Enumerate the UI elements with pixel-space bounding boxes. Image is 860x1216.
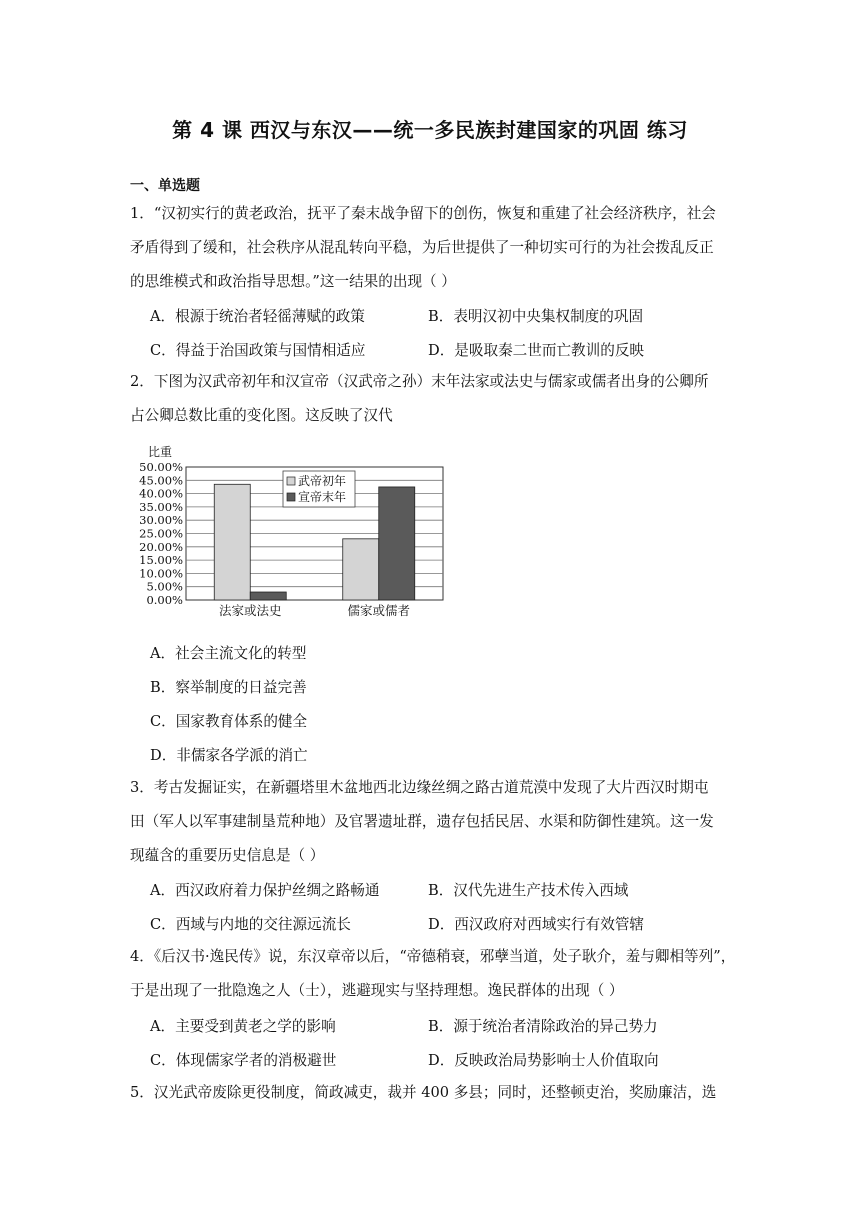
q4-option-b[interactable]: B．源于统治者清除政治的异己势力 bbox=[428, 1018, 658, 1035]
bar-wudi-0 bbox=[214, 484, 250, 600]
bar-wudi-1 bbox=[343, 539, 379, 600]
bar-xuandi-0 bbox=[250, 592, 286, 600]
y-tick-label: 0.00% bbox=[146, 593, 183, 607]
q4-option-c[interactable]: C．体现儒家学者的消极避世 bbox=[150, 1052, 337, 1069]
q4-option-a[interactable]: A．主要受到黄老之学的影响 bbox=[150, 1018, 336, 1035]
q1-option-a[interactable]: A．根源于统治者轻徭薄赋的政策 bbox=[150, 308, 365, 325]
q1-line-2: 矛盾得到了缓和，社会秩序从混乱转向平稳，为后世提供了一种切实可行的为社会拨乱反正 bbox=[130, 239, 714, 256]
q3-line-2: 田（军人以军事建制垦荒种地）及官署遗址群，遗存包括民居、水渠和防御性建筑。这一发 bbox=[130, 813, 714, 830]
q4-line-2: 于是出现了一批隐逸之人（士），逃避现实与坚持理想。逸民群体的出现（ ） bbox=[130, 982, 624, 999]
q3-option-d[interactable]: D．西汉政府对西域实行有效管辖 bbox=[428, 916, 645, 933]
q4-line-1: 4．《后汉书·逸民传》说，东汉章帝以后，“帝德稍衰，邪孽当道，处子耿介，羞与卿相等列”， bbox=[130, 948, 735, 965]
y-tick-label: 30.00% bbox=[139, 513, 183, 528]
page-title: 第 4 课 西汉与东汉——统一多民族封建国家的巩固 练习 bbox=[172, 118, 688, 142]
bar-chart bbox=[128, 440, 458, 622]
y-tick-label: 50.00% bbox=[139, 460, 183, 474]
y-tick-label: 10.00% bbox=[139, 566, 183, 581]
plot-area bbox=[139, 460, 443, 618]
y-tick-label: 40.00% bbox=[139, 486, 183, 501]
legend-swatch bbox=[287, 477, 295, 485]
q1-option-c[interactable]: C．得益于治国政策与国情相适应 bbox=[150, 342, 366, 359]
section-heading: 一、单选题 bbox=[130, 178, 200, 194]
q1-option-b[interactable]: B．表明汉初中央集权制度的巩固 bbox=[428, 308, 644, 325]
y-tick-label: 35.00% bbox=[139, 499, 183, 514]
legend-entry: 宣帝末年 bbox=[298, 490, 347, 504]
q1-line-3: 的思维模式和政治指导思想。”这一结果的出现（ ） bbox=[130, 273, 456, 290]
y-tick-label: 5.00% bbox=[146, 579, 183, 594]
q2-option-c[interactable]: C．国家教育体系的健全 bbox=[150, 713, 308, 730]
legend-swatch bbox=[287, 493, 295, 501]
q2-line-2: 占公卿总数比重的变化图。这反映了汉代 bbox=[130, 407, 393, 424]
q1-line-1: 1．“汉初实行的黄老政治，抚平了秦末战争留下的创伤，恢复和重建了社会经济秩序，社会 bbox=[130, 205, 716, 222]
q3-option-c[interactable]: C．西域与内地的交往源远流长 bbox=[150, 916, 351, 933]
q1-option-d[interactable]: D．是吸取秦二世而亡教训的反映 bbox=[428, 342, 645, 359]
y-tick-label: 25.00% bbox=[139, 526, 183, 541]
bar-xuandi-1 bbox=[379, 487, 415, 600]
q3-line-1: 3．考古发掘证实，在新疆塔里木盆地西北边缘丝绸之路古道荒漠中发现了大片西汉时期屯 bbox=[130, 779, 709, 796]
q3-option-a[interactable]: A．西汉政府着力保护丝绸之路畅通 bbox=[150, 882, 380, 899]
q2-option-b[interactable]: B．察举制度的日益完善 bbox=[150, 679, 307, 696]
q4-option-d[interactable]: D．反映政治局势影响士人价值取向 bbox=[428, 1052, 659, 1069]
q3-line-3: 现蕴含的重要历史信息是（ ） bbox=[130, 847, 325, 864]
q2-option-d[interactable]: D．非儒家各学派的消亡 bbox=[150, 747, 308, 764]
q2-option-a[interactable]: A．社会主流文化的转型 bbox=[150, 645, 307, 662]
y-tick-label: 20.00% bbox=[139, 539, 183, 554]
q2-line-1: 2．下图为汉武帝初年和汉宣帝（汉武帝之孙）末年法家或法史与儒家或儒者出身的公卿所 bbox=[130, 373, 709, 390]
x-tick-label: 儒家或儒者 bbox=[347, 603, 411, 618]
x-tick-label: 法家或法史 bbox=[218, 603, 282, 618]
y-axis-label: 比重 bbox=[148, 445, 173, 459]
y-tick-label: 15.00% bbox=[139, 553, 183, 568]
y-tick-label: 45.00% bbox=[139, 473, 183, 488]
q3-option-b[interactable]: B．汉代先进生产技术传入西域 bbox=[428, 882, 629, 899]
q5-line-1: 5．汉光武帝废除更役制度，简政减吏，裁并 400 多县；同时，还整顿吏治，奖励廉洁，选 bbox=[130, 1084, 717, 1101]
legend-entry: 武帝初年 bbox=[298, 474, 347, 488]
